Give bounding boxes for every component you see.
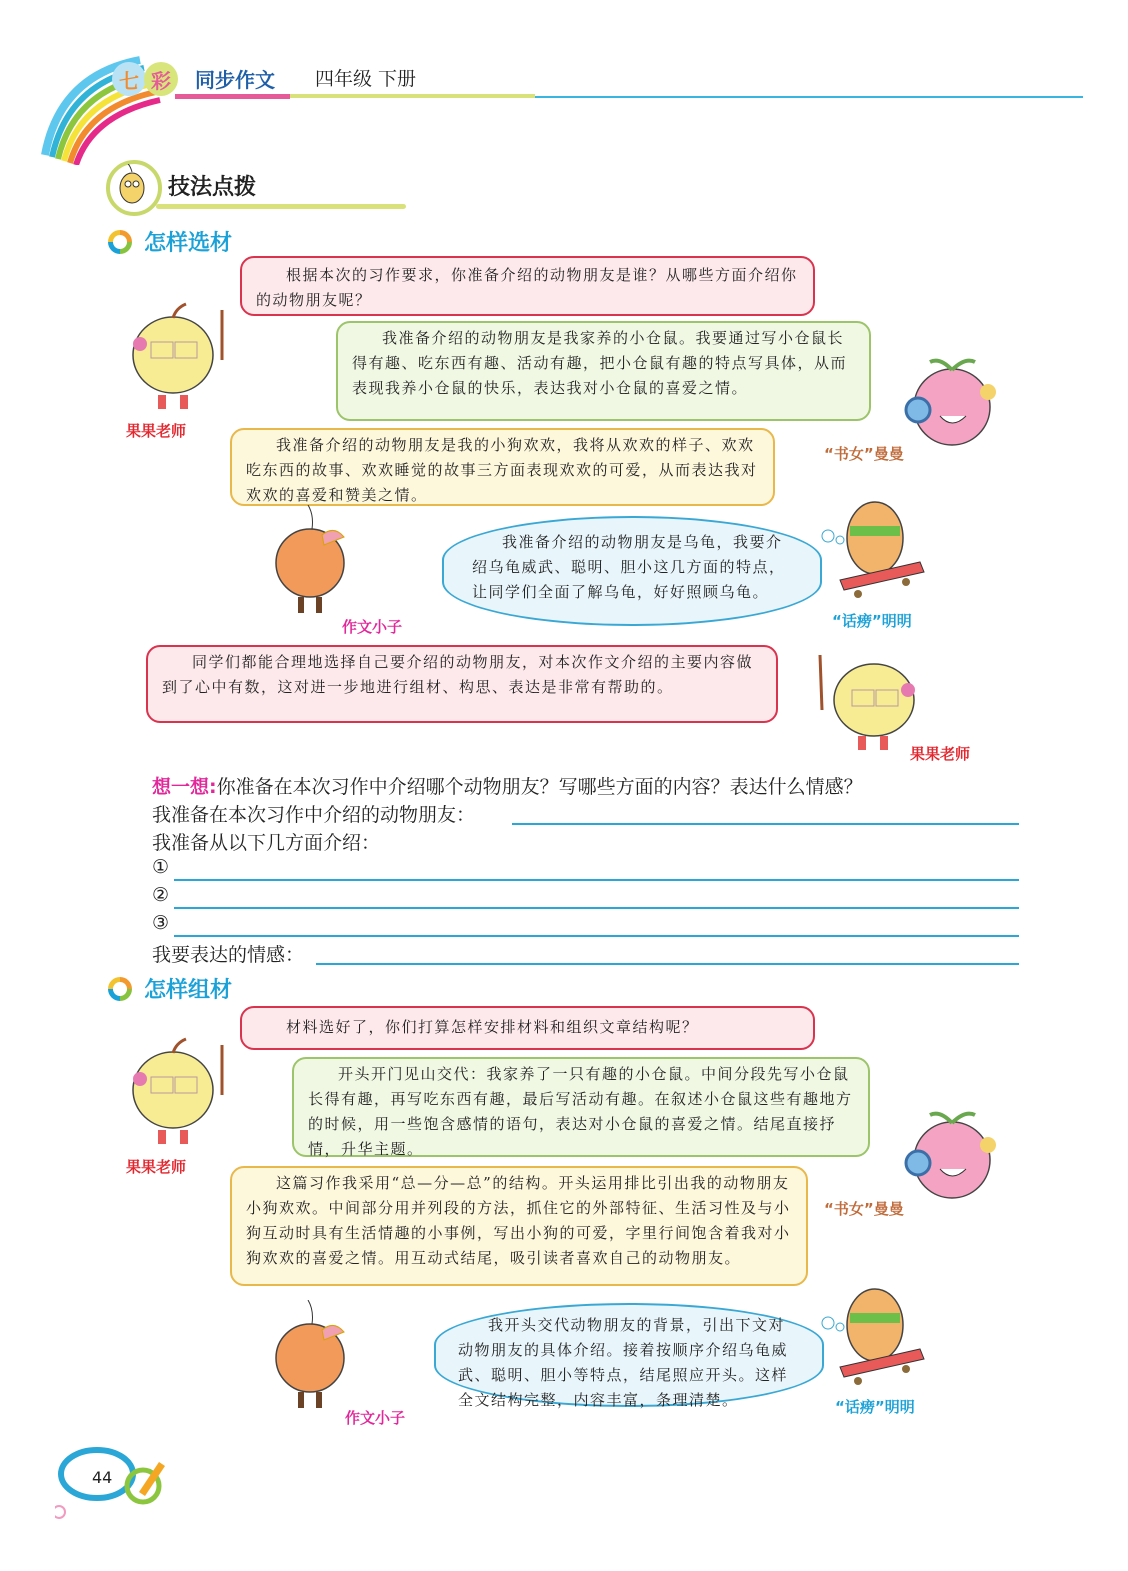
answer-label-animal: 我准备在本次习作中介绍的动物朋友： [152,804,476,826]
speech-bubble-teacher-question-2: 材料选好了，你们打算怎样安排材料和组织文章结构呢？ [240,1006,815,1050]
section-bullet-icon [108,230,132,254]
answer-label-aspects: 我准备从以下几方面介绍： [152,832,381,854]
answer-label-emotion: 我要表达的情感： [152,944,305,966]
mingming-label: “话痨”明明 [832,612,912,630]
teacher-apple-character-icon [118,300,233,415]
logo-char-1: 七 [112,62,146,96]
mingming-mango-skateboard-character-icon [820,1275,930,1395]
series-title: 同步作文 [195,68,275,92]
section-title-text: 怎样选材 [144,231,233,256]
teacher-label: 果果老师 [910,745,971,763]
header-divider-yellow [290,94,535,98]
speech-bubble-teacher-question: 根据本次的习作要求，你准备介绍的动物朋友是谁？从哪些方面介绍你的动物朋友呢？ [240,256,815,316]
think-key-label: 想一想: [152,776,217,798]
manman-label: “书女”曼曼 [824,1200,904,1218]
manman-label: “书女”曼曼 [824,445,904,463]
speech-bubble-manman-2: 开头开门见山交代：我家养了一只有趣的小仓鼠。中间分段先写小仓鼠长得有趣，再写吃东西有趣，最后写活动有趣。在叙述小仓鼠这些有趣地方的时候，用一些饱含感情的语句，表达对小仓鼠的喜爱之情。结尾直接抒情，升华主题。 [292,1057,870,1157]
think-question: 你准备在本次习作中介绍哪个动物朋友？写哪些方面的内容？表达什么情感？ [216,776,863,798]
item-number-3: ③ [152,912,170,934]
grade-label: 四年级 下册 [315,68,417,90]
answer-line-aspect-1[interactable] [174,879,1019,881]
speech-bubble-zuowen-2: 这篇习作我采用“总—分—总”的结构。开头运用排比引出我的动物朋友小狗欢欢。中间部分用并列段的方法，抓住它的外部特征、生活习性及与小狗互动时具有生活情趣的小事例，写出小狗的可爱，字里行间饱含着我对小狗欢欢的喜爱之情。用互动式结尾，吸引读者喜欢自己的动物朋友。 [230,1166,808,1286]
teacher-label: 果果老师 [126,1158,187,1176]
banner-label: 技法点拨 [168,175,257,200]
teacher-apple-character-icon [118,1035,233,1150]
answer-line-animal[interactable] [512,823,1019,825]
potato-mascot-icon [106,160,162,216]
section-title-select-material [108,226,232,257]
zuowen-label: 作文小子 [342,618,403,636]
mingming-mango-skateboard-character-icon [820,488,930,608]
logo-char-2: 彩 [144,62,178,96]
answer-line-aspect-3[interactable] [174,935,1019,937]
answer-line-aspect-2[interactable] [174,907,1019,909]
banner-underline [156,204,406,209]
answer-line-emotion[interactable] [316,963,1019,965]
page-number: 44 [92,1468,113,1487]
teacher-label: 果果老师 [126,422,187,440]
teacher-apple-character-icon [812,650,927,755]
think-prompt [152,772,863,799]
header-divider-pink [175,94,290,99]
thought-bubble-mingming: 我准备介绍的动物朋友是乌龟，我要介绍乌龟威武、聪明、胆小这几方面的特点，让同学们全面了解乌龟，好好照顾乌龟。 [442,516,822,626]
page-number-swirl-icon [55,1440,175,1520]
speech-bubble-zuowen: 我准备介绍的动物朋友是我的小狗欢欢，我将从欢欢的样子、欢欢吃东西的故事、欢欢睡觉的故事三方面表现欢欢的可爱，从而表达我对欢欢的喜爱和赞美之情。 [230,428,775,506]
zuowen-orange-character-icon [262,505,362,620]
speech-bubble-teacher-summary: 同学们都能合理地选择自己要介绍的动物朋友，对本次作文介绍的主要内容做到了心中有数，这对进一步地进行组材、构思、表达是非常有帮助的。 [146,645,778,723]
section-title-text: 怎样组材 [144,978,233,1003]
section-banner [106,160,301,210]
manman-peach-character-icon [900,352,1005,462]
thought-bubble-mingming-2: 我开头交代动物朋友的背景，引出下文对动物朋友的具体介绍。接着按顺序介绍乌龟威武、聪明、胆小等特点，结尾照应开头。这样全文结构完整，内容丰富，条理清楚。 [434,1303,824,1407]
zuowen-orange-character-icon [262,1300,362,1415]
section-bullet-icon [108,977,132,1001]
section-title-organize-material [108,973,232,1004]
logo [112,62,178,96]
item-number-1: ① [152,856,170,878]
header-divider-blue [535,96,1083,98]
speech-bubble-manman: 我准备介绍的动物朋友是我家养的小仓鼠。我要通过写小仓鼠长得有趣、吃东西有趣、活动有趣，把小仓鼠有趣的特点写具体，从而表现我养小仓鼠的快乐，表达我对小仓鼠的喜爱之情。 [336,321,871,421]
zuowen-label: 作文小子 [345,1409,406,1427]
mingming-label: “话痨”明明 [835,1398,915,1416]
item-number-2: ② [152,884,170,906]
manman-peach-character-icon [900,1105,1005,1215]
